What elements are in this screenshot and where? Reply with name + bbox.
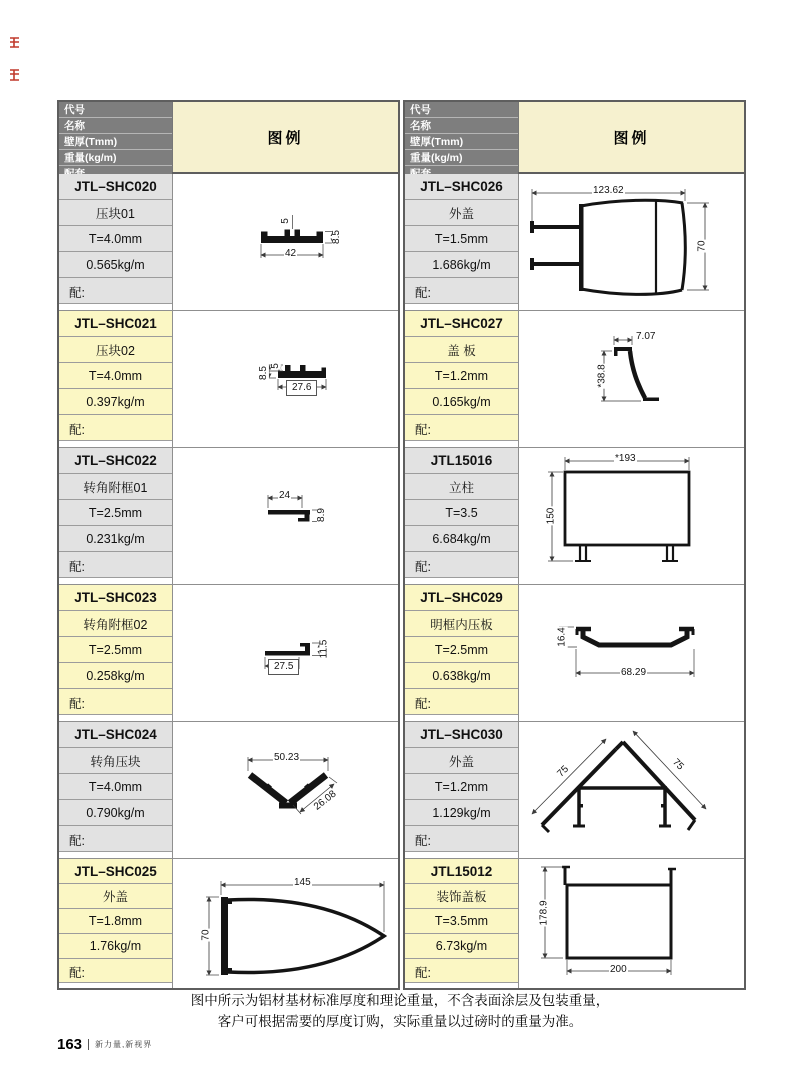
dimension-label: 70	[200, 929, 212, 941]
spec-block	[405, 722, 744, 859]
spec-thickness: T=2.5mm	[59, 637, 172, 663]
spec-block	[405, 311, 744, 448]
spec-name: 转角压块	[59, 748, 172, 774]
profile-diagram	[173, 448, 398, 584]
spec-code: JTL–SHC024	[59, 722, 172, 748]
spec-match: 配:	[405, 826, 518, 852]
spec-weight: 0.231kg/m	[59, 526, 172, 552]
spec-weight: 0.638kg/m	[405, 663, 518, 689]
dimension-label: 27.5	[268, 659, 299, 675]
spec-match: 配:	[59, 689, 172, 715]
spec-match: 配:	[59, 959, 172, 983]
spec-code: JTL–SHC020	[59, 174, 172, 200]
dimension-label: 8.5	[257, 366, 269, 380]
spec-code: JTL–SHC030	[405, 722, 518, 748]
spec-name: 明框内压板	[405, 611, 518, 637]
spec-thickness: T=4.0mm	[59, 363, 172, 389]
footnote-line2: 客户可根据需要的厚度订购，实际重量以过磅时的重量为准。	[217, 1013, 583, 1029]
dimension-label: 26.08	[311, 788, 339, 813]
spec-match: 配:	[405, 278, 518, 304]
spec-thickness: T=4.0mm	[59, 774, 172, 800]
dimension-label: 68.29	[621, 667, 647, 678]
profile-diagram	[519, 585, 744, 721]
profile-diagram	[173, 585, 398, 721]
spec-thickness: T=3.5	[405, 500, 518, 526]
dimension-label: 123.62	[593, 185, 624, 196]
header-thickness: 壁厚(Tmm)	[405, 134, 518, 150]
right-column-group	[403, 100, 746, 990]
spec-match: 配:	[405, 689, 518, 715]
dimension-label: 150	[545, 507, 557, 525]
profile-shape	[173, 859, 398, 987]
spec-thickness: T=2.5mm	[59, 500, 172, 526]
spec-thickness: T=2.5mm	[405, 637, 518, 663]
spec-match: 配:	[59, 415, 172, 441]
profile-shape	[173, 174, 398, 310]
spec-thickness: T=1.8mm	[59, 909, 172, 934]
legend-header: 图例	[173, 102, 398, 172]
spec-block	[59, 585, 398, 722]
spec-code: JTL–SHC025	[59, 859, 172, 884]
dimension-label: 11.5	[318, 639, 330, 659]
dimension-label: 5	[279, 218, 291, 224]
spec-block	[59, 174, 398, 311]
legend-header: 图例	[519, 102, 744, 172]
spec-name: 压块01	[59, 200, 172, 226]
spec-weight: 0.565kg/m	[59, 252, 172, 278]
spec-thickness: T=4.0mm	[59, 226, 172, 252]
header-code: 代号	[59, 102, 172, 118]
spec-weight: 1.129kg/m	[405, 800, 518, 826]
profile-shape	[519, 585, 744, 721]
spec-thickness: T=1.5mm	[405, 226, 518, 252]
profile-shape	[519, 174, 744, 310]
spec-name: 立柱	[405, 474, 518, 500]
dimension-label: 7.07	[636, 331, 656, 342]
dimension-label: 16.4	[556, 627, 568, 647]
dimension-label: 50.23	[274, 752, 300, 763]
spec-weight: 0.165kg/m	[405, 389, 518, 415]
spec-match: 配:	[405, 552, 518, 578]
spec-block	[59, 311, 398, 448]
spec-block	[405, 859, 744, 988]
dimension-label: 27.6	[286, 380, 317, 396]
footnote-line1: 图中所示为铝材基材标准厚度和理论重量，不含表面涂层及包装重量，	[190, 993, 610, 1008]
spec-match: 配:	[59, 826, 172, 852]
profile-diagram	[173, 311, 398, 447]
spec-code: JTL–SHC027	[405, 311, 518, 337]
header-weight: 重量(kg/m)	[59, 150, 172, 166]
spec-weight: 1.76kg/m	[59, 934, 172, 959]
profile-shape	[173, 585, 398, 721]
dimension-label: *38.8	[596, 364, 608, 388]
spec-weight: 6.684kg/m	[405, 526, 518, 552]
header-code: 代号	[405, 102, 518, 118]
dimension-label: 145	[294, 877, 311, 888]
right-header	[405, 102, 744, 174]
spec-thickness: T=1.2mm	[405, 774, 518, 800]
profile-diagram	[519, 859, 744, 988]
spec-match: 配:	[59, 278, 172, 304]
spec-code: JTL–SHC026	[405, 174, 518, 200]
dimension-label: *193	[615, 453, 636, 464]
print-registration-marks	[8, 36, 22, 84]
spec-name: 转角附框01	[59, 474, 172, 500]
spec-code: JTL–SHC023	[59, 585, 172, 611]
header-labels	[405, 102, 519, 172]
dimension-label: 42	[285, 248, 297, 259]
profile-shape	[519, 311, 744, 447]
left-header	[59, 102, 398, 174]
spec-block	[59, 448, 398, 585]
spec-weight: 1.686kg/m	[405, 252, 518, 278]
spec-code: JTL15012	[405, 859, 518, 884]
spec-name: 装饰盖板	[405, 884, 518, 909]
header-name: 名称	[405, 118, 518, 134]
spec-thickness: T=3.5mm	[405, 909, 518, 934]
spec-weight: 0.790kg/m	[59, 800, 172, 826]
profile-diagram	[173, 174, 398, 310]
spec-code: JTL–SHC021	[59, 311, 172, 337]
page-footer	[57, 1036, 152, 1053]
profile-diagram	[173, 722, 398, 858]
dimension-label: 200	[610, 964, 627, 975]
profile-shape	[519, 859, 744, 987]
profile-diagram	[519, 174, 744, 310]
spec-thickness: T=1.2mm	[405, 363, 518, 389]
spec-block	[405, 448, 744, 585]
spec-block	[59, 722, 398, 859]
header-thickness: 壁厚(Tmm)	[59, 134, 172, 150]
footer-divider	[88, 1039, 89, 1050]
left-column-group	[57, 100, 400, 990]
profile-shape	[519, 722, 744, 858]
dimension-label: 75	[670, 756, 686, 773]
spec-match: 配:	[59, 552, 172, 578]
dimension-label: 178.9	[538, 900, 550, 926]
spec-name: 外盖	[405, 748, 518, 774]
footer-slogan: 新力量,新视界	[95, 1040, 153, 1049]
spec-code: JTL–SHC029	[405, 585, 518, 611]
page-number: 163	[57, 1036, 83, 1053]
profile-diagram	[173, 859, 398, 988]
profile-diagram	[519, 311, 744, 447]
footnote	[0, 991, 800, 1033]
dimension-label: 5	[269, 363, 281, 369]
profile-diagram	[519, 722, 744, 858]
dimension-label: 24	[279, 490, 291, 501]
spec-weight: 6.73kg/m	[405, 934, 518, 959]
dimension-label: 8.9	[315, 508, 327, 522]
spec-code: JTL15016	[405, 448, 518, 474]
dimension-label: 70	[696, 240, 708, 252]
spec-name: 外盖	[405, 200, 518, 226]
spec-name: 盖 板	[405, 337, 518, 363]
header-name: 名称	[59, 118, 172, 134]
spec-weight: 0.258kg/m	[59, 663, 172, 689]
spec-table	[57, 100, 746, 990]
spec-name: 外盖	[59, 884, 172, 909]
spec-match: 配:	[405, 959, 518, 983]
dimension-label: 8.5	[330, 230, 342, 244]
spec-weight: 0.397kg/m	[59, 389, 172, 415]
header-weight: 重量(kg/m)	[405, 150, 518, 166]
spec-block	[59, 859, 398, 988]
spec-block	[405, 585, 744, 722]
dimension-label: 75	[555, 763, 572, 780]
spec-match: 配:	[405, 415, 518, 441]
spec-block	[405, 174, 744, 311]
profile-shape	[173, 722, 398, 858]
profile-shape	[173, 448, 398, 584]
profile-diagram	[519, 448, 744, 584]
spec-name: 压块02	[59, 337, 172, 363]
spec-code: JTL–SHC022	[59, 448, 172, 474]
header-labels	[59, 102, 173, 172]
profile-shape	[173, 311, 398, 447]
spec-name: 转角附框02	[59, 611, 172, 637]
